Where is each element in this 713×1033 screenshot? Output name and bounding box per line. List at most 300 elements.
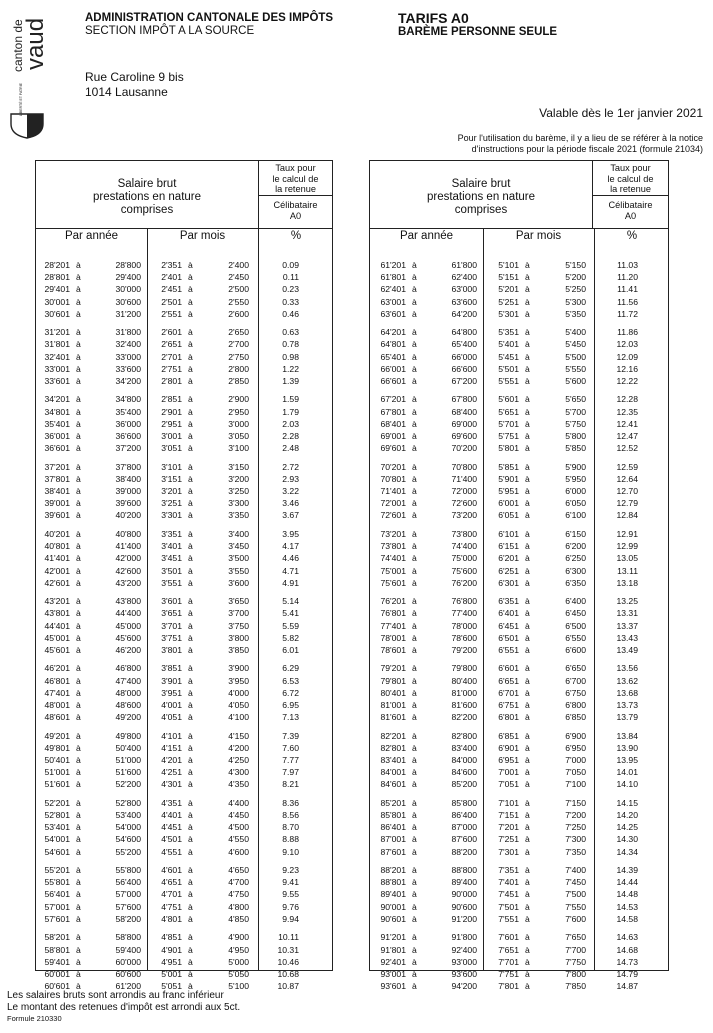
year-from: 51'001 <box>44 767 70 778</box>
year-to: 49'200 <box>115 712 141 723</box>
address-city: 1014 Lausanne <box>85 85 168 99</box>
month-from: 5'401 <box>498 339 519 350</box>
rate-percent: 12.84 <box>616 510 638 521</box>
table-row <box>370 864 668 876</box>
year-from: 36'601 <box>44 443 70 454</box>
separator: à <box>188 779 193 790</box>
year-to: 40'800 <box>115 528 141 539</box>
logo-text-canton-de: canton de <box>11 19 25 72</box>
table-row <box>36 552 332 564</box>
year-from: 53'401 <box>44 822 70 833</box>
table-row <box>36 876 332 888</box>
table-row <box>36 797 332 809</box>
month-from: 6'401 <box>498 608 519 619</box>
year-to: 60'600 <box>115 968 141 979</box>
rate-percent: 13.68 <box>616 687 638 698</box>
month-to: 2'500 <box>228 284 249 295</box>
table-row <box>370 607 668 619</box>
table-row <box>36 632 332 644</box>
year-to: 76'800 <box>451 596 477 607</box>
separator: à <box>525 308 530 319</box>
separator: à <box>76 418 81 429</box>
year-to: 57'000 <box>115 889 141 900</box>
rate-percent: 14.25 <box>616 822 638 833</box>
rate-percent: 2.28 <box>282 431 299 442</box>
month-from: 5'651 <box>498 406 519 417</box>
rate-percent: 7.77 <box>282 755 299 766</box>
month-to: 2'450 <box>228 272 249 283</box>
rate-percent: 0.23 <box>282 284 299 295</box>
month-from: 5'251 <box>498 296 519 307</box>
month-from: 2'701 <box>161 351 182 362</box>
month-from: 6'151 <box>498 541 519 552</box>
separator: à <box>412 272 417 283</box>
year-from: 35'401 <box>44 418 70 429</box>
year-to: 54'600 <box>115 834 141 845</box>
month-to: 6'150 <box>565 528 586 539</box>
month-to: 3'800 <box>228 632 249 643</box>
separator: à <box>76 956 81 967</box>
table-row <box>370 338 668 350</box>
year-from: 83'401 <box>380 755 406 766</box>
month-from: 7'051 <box>498 779 519 790</box>
rate-header-line: le calcul de <box>607 173 654 184</box>
table-row <box>36 742 332 754</box>
table-row <box>370 662 668 674</box>
rate-percent: 12.35 <box>616 406 638 417</box>
separator: à <box>76 577 81 588</box>
year-from: 79'801 <box>380 675 406 686</box>
separator: à <box>188 431 193 442</box>
month-to: 6'450 <box>565 608 586 619</box>
table-row <box>36 485 332 497</box>
rate-percent: 4.17 <box>282 541 299 552</box>
year-from: 65'401 <box>380 351 406 362</box>
month-to: 4'450 <box>228 810 249 821</box>
month-to: 2'700 <box>228 339 249 350</box>
month-from: 5'551 <box>498 375 519 386</box>
month-to: 7'050 <box>565 767 586 778</box>
month-from: 2'351 <box>161 260 182 270</box>
year-to: 89'400 <box>451 877 477 888</box>
rate-percent: 2.03 <box>282 418 299 429</box>
separator: à <box>76 797 81 808</box>
table-row <box>370 699 668 711</box>
year-from: 63'001 <box>380 296 406 307</box>
rate-percent: 1.22 <box>282 363 299 374</box>
month-to: 3'600 <box>228 577 249 588</box>
month-to: 6'350 <box>565 577 586 588</box>
month-from: 3'501 <box>161 565 182 576</box>
separator: à <box>188 877 193 888</box>
month-from: 4'601 <box>161 865 182 876</box>
year-from: 91'801 <box>380 944 406 955</box>
month-from: 5'201 <box>498 284 519 295</box>
year-from: 29'401 <box>44 284 70 295</box>
category-header-line: Célibataire <box>273 200 318 210</box>
rate-percent: 12.52 <box>616 443 638 454</box>
table-row <box>370 833 668 845</box>
table-row <box>370 509 668 521</box>
separator: à <box>412 461 417 472</box>
month-from: 4'251 <box>161 767 182 778</box>
table-row <box>370 675 668 687</box>
separator: à <box>412 339 417 350</box>
per-year-header: Par année <box>64 230 119 242</box>
separator: à <box>412 956 417 967</box>
rate-percent: 13.49 <box>616 644 638 655</box>
year-to: 33'600 <box>115 363 141 374</box>
separator: à <box>525 901 530 912</box>
separator: à <box>188 375 193 386</box>
separator: à <box>525 272 530 283</box>
separator: à <box>412 968 417 979</box>
year-to: 63'000 <box>451 284 477 295</box>
year-to: 59'400 <box>115 944 141 955</box>
separator: à <box>188 981 193 992</box>
separator: à <box>412 363 417 374</box>
year-to: 46'800 <box>115 663 141 674</box>
year-from: 93'601 <box>380 981 406 992</box>
month-to: 6'000 <box>565 486 586 497</box>
year-from: 57'601 <box>44 913 70 924</box>
month-from: 5'801 <box>498 443 519 454</box>
year-from: 77'401 <box>380 620 406 631</box>
separator: à <box>412 767 417 778</box>
month-from: 3'951 <box>161 687 182 698</box>
rate-percent: 14.39 <box>616 865 638 876</box>
table-row <box>36 730 332 742</box>
separator: à <box>76 608 81 619</box>
year-from: 88'801 <box>380 877 406 888</box>
salary-header <box>36 161 259 228</box>
year-from: 41'401 <box>44 553 70 564</box>
table-row <box>36 620 332 632</box>
table-row <box>36 461 332 473</box>
year-to: 28'800 <box>115 260 141 270</box>
month-to: 7'850 <box>565 981 586 992</box>
table-row <box>370 473 668 485</box>
month-from: 5'151 <box>498 272 519 283</box>
month-to: 7'550 <box>565 901 586 912</box>
table-row <box>370 406 668 418</box>
year-to: 61'800 <box>451 260 477 270</box>
year-to: 93'000 <box>451 956 477 967</box>
year-from: 55'801 <box>44 877 70 888</box>
month-from: 4'401 <box>161 810 182 821</box>
month-to: 3'700 <box>228 608 249 619</box>
year-to: 74'400 <box>451 541 477 552</box>
table-row <box>36 675 332 687</box>
month-to: 5'150 <box>565 260 586 270</box>
table-row <box>370 296 668 308</box>
category-header <box>259 200 332 222</box>
rate-percent: 12.91 <box>616 528 638 539</box>
month-to: 4'200 <box>228 742 249 753</box>
year-from: 36'001 <box>44 431 70 442</box>
month-from: 3'451 <box>161 553 182 564</box>
year-from: 87'601 <box>380 846 406 857</box>
separator: à <box>76 687 81 698</box>
month-to: 7'700 <box>565 944 586 955</box>
year-from: 45'601 <box>44 644 70 655</box>
year-to: 37'800 <box>115 461 141 472</box>
table-header <box>370 161 668 229</box>
month-from: 6'201 <box>498 553 519 564</box>
rate-percent: 1.59 <box>282 394 299 405</box>
year-from: 63'601 <box>380 308 406 319</box>
separator: à <box>76 730 81 741</box>
year-from: 49'801 <box>44 742 70 753</box>
separator: à <box>76 284 81 295</box>
month-to: 6'850 <box>565 712 586 723</box>
separator: à <box>188 901 193 912</box>
year-from: 39'001 <box>44 498 70 509</box>
separator: à <box>76 755 81 766</box>
table-row <box>370 363 668 375</box>
separator: à <box>412 834 417 845</box>
rate-percent: 12.09 <box>616 351 638 362</box>
table-row <box>36 363 332 375</box>
month-to: 4'700 <box>228 877 249 888</box>
month-from: 7'701 <box>498 956 519 967</box>
rate-percent: 9.76 <box>282 901 299 912</box>
rate-percent: 10.68 <box>277 968 299 979</box>
month-to: 3'200 <box>228 473 249 484</box>
row-group <box>370 730 668 791</box>
month-from: 5'501 <box>498 363 519 374</box>
month-from: 5'051 <box>161 981 182 992</box>
year-from: 43'201 <box>44 596 70 607</box>
salary-header-line: comprises <box>454 204 508 216</box>
year-from: 43'801 <box>44 608 70 619</box>
rate-percent: 12.47 <box>616 431 638 442</box>
month-to: 6'800 <box>565 699 586 710</box>
table-row <box>370 442 668 454</box>
year-to: 61'200 <box>115 981 141 992</box>
separator: à <box>188 528 193 539</box>
row-group <box>36 528 332 589</box>
month-from: 5'601 <box>498 394 519 405</box>
separator: à <box>412 528 417 539</box>
year-from: 75'001 <box>380 565 406 576</box>
rate-percent: 9.23 <box>282 865 299 876</box>
year-from: 48'001 <box>44 699 70 710</box>
month-to: 6'650 <box>565 663 586 674</box>
year-to: 54'000 <box>115 822 141 833</box>
validity-date: Valable dès le 1er janvier 2021 <box>539 106 703 120</box>
year-from: 40'201 <box>44 528 70 539</box>
rate-percent: 12.22 <box>616 375 638 386</box>
table-row <box>370 577 668 589</box>
year-to: 39'600 <box>115 498 141 509</box>
month-to: 2'550 <box>228 296 249 307</box>
month-from: 5'951 <box>498 486 519 497</box>
year-from: 67'801 <box>380 406 406 417</box>
month-from: 6'751 <box>498 699 519 710</box>
rate-percent: 2.48 <box>282 443 299 454</box>
rate-percent: 14.44 <box>616 877 638 888</box>
month-from: 7'301 <box>498 846 519 857</box>
table-row <box>36 931 332 943</box>
month-to: 5'950 <box>565 473 586 484</box>
year-from: 70'801 <box>380 473 406 484</box>
separator: à <box>76 644 81 655</box>
year-to: 58'800 <box>115 932 141 943</box>
table-row <box>370 901 668 913</box>
rate-percent: 13.43 <box>616 632 638 643</box>
month-from: 2'451 <box>161 284 182 295</box>
year-to: 43'800 <box>115 596 141 607</box>
separator: à <box>76 901 81 912</box>
separator: à <box>412 675 417 686</box>
separator: à <box>188 308 193 319</box>
year-from: 47'401 <box>44 687 70 698</box>
year-to: 82'200 <box>451 712 477 723</box>
month-from: 7'251 <box>498 834 519 845</box>
month-to: 7'350 <box>565 846 586 857</box>
year-from: 78'601 <box>380 644 406 655</box>
rate-percent: 7.39 <box>282 730 299 741</box>
year-to: 88'200 <box>451 846 477 857</box>
separator: à <box>412 632 417 643</box>
year-to: 79'800 <box>451 663 477 674</box>
table-row <box>370 595 668 607</box>
month-from: 4'501 <box>161 834 182 845</box>
separator: à <box>525 779 530 790</box>
month-from: 7'151 <box>498 810 519 821</box>
year-from: 62'401 <box>380 284 406 295</box>
year-to: 45'600 <box>115 632 141 643</box>
separator: à <box>188 418 193 429</box>
year-from: 51'601 <box>44 779 70 790</box>
separator: à <box>412 375 417 386</box>
separator: à <box>525 375 530 386</box>
separator: à <box>76 822 81 833</box>
month-from: 2'551 <box>161 308 182 319</box>
separator: à <box>188 596 193 607</box>
rate-header-line: la retenue <box>275 184 316 194</box>
table-row <box>370 632 668 644</box>
separator: à <box>412 443 417 454</box>
separator: à <box>76 913 81 924</box>
table-row <box>36 662 332 674</box>
separator: à <box>525 406 530 417</box>
year-to: 50'400 <box>115 742 141 753</box>
separator: à <box>188 498 193 509</box>
month-to: 3'050 <box>228 431 249 442</box>
separator: à <box>76 541 81 552</box>
year-to: 55'800 <box>115 865 141 876</box>
rate-percent: 0.09 <box>282 260 299 270</box>
separator: à <box>188 565 193 576</box>
month-from: 4'801 <box>161 913 182 924</box>
month-to: 3'950 <box>228 675 249 686</box>
year-from: 88'201 <box>380 865 406 876</box>
separator: à <box>412 687 417 698</box>
table-row <box>36 473 332 485</box>
separator: à <box>412 418 417 429</box>
year-to: 53'400 <box>115 810 141 821</box>
year-to: 52'800 <box>115 797 141 808</box>
separator: à <box>188 260 193 270</box>
tarif-subtitle: BARÈME PERSONNE SEULE <box>398 26 558 38</box>
year-to: 57'600 <box>115 901 141 912</box>
table-row <box>36 271 332 283</box>
separator: à <box>188 712 193 723</box>
month-to: 5'000 <box>228 956 249 967</box>
month-from: 4'351 <box>161 797 182 808</box>
rate-percent: 11.41 <box>617 284 638 295</box>
year-to: 75'000 <box>451 553 477 564</box>
usage-notice <box>373 133 703 155</box>
table-row <box>370 283 668 295</box>
separator: à <box>76 296 81 307</box>
rate-percent: 11.03 <box>617 260 638 270</box>
month-from: 5'701 <box>498 418 519 429</box>
separator: à <box>76 363 81 374</box>
rate-percent: 14.68 <box>616 944 638 955</box>
year-to: 52'200 <box>115 779 141 790</box>
month-to: 7'000 <box>565 755 586 766</box>
separator: à <box>76 339 81 350</box>
tarif-block <box>398 10 557 39</box>
separator: à <box>412 822 417 833</box>
month-from: 5'351 <box>498 327 519 338</box>
rate-percent: 1.79 <box>282 406 299 417</box>
month-from: 3'601 <box>161 596 182 607</box>
month-from: 7'351 <box>498 865 519 876</box>
separator: à <box>412 565 417 576</box>
separator: à <box>525 296 530 307</box>
table-row <box>36 338 332 350</box>
month-from: 6'501 <box>498 632 519 643</box>
separator: à <box>412 431 417 442</box>
separator: à <box>76 981 81 992</box>
separator: à <box>412 932 417 943</box>
separator: à <box>188 968 193 979</box>
month-from: 3'301 <box>161 510 182 521</box>
rate-percent: 6.72 <box>282 687 299 698</box>
rate-percent: 14.10 <box>616 779 638 790</box>
year-from: 31'801 <box>44 339 70 350</box>
year-from: 49'201 <box>44 730 70 741</box>
separator: à <box>188 461 193 472</box>
year-from: 90'001 <box>380 901 406 912</box>
separator: à <box>412 755 417 766</box>
row-group <box>36 864 332 925</box>
separator: à <box>188 767 193 778</box>
month-to: 4'600 <box>228 846 249 857</box>
month-to: 5'700 <box>565 406 586 417</box>
rate-percent: 13.79 <box>616 712 638 723</box>
row-group <box>36 931 332 992</box>
separator: à <box>525 461 530 472</box>
row-group <box>370 797 668 858</box>
separator: à <box>525 644 530 655</box>
row-group <box>370 864 668 925</box>
separator: à <box>76 663 81 674</box>
month-from: 6'651 <box>498 675 519 686</box>
separator: à <box>525 755 530 766</box>
month-from: 2'401 <box>161 272 182 283</box>
rate-percent: 7.60 <box>282 742 299 753</box>
row-group <box>36 461 332 522</box>
month-from: 4'701 <box>161 889 182 900</box>
month-to: 6'400 <box>565 596 586 607</box>
rate-percent: 13.37 <box>616 620 638 631</box>
table-row <box>370 754 668 766</box>
